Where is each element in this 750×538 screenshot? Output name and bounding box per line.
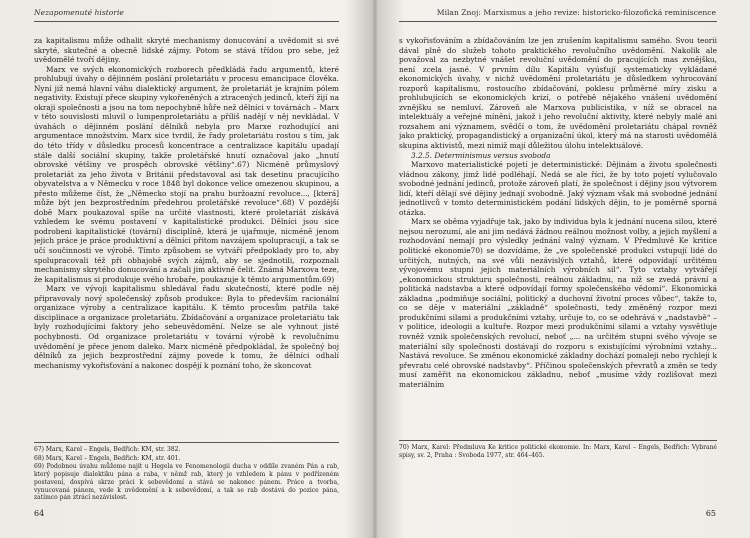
right-paragraph: Marx se oběma vyjadřuje tak, jako by individua byla k jednání nucena silou, které nejsou nerozumí, ale ani jim nedává žádnou reálnou možnost volby, a jejich myšlení a rozhodování nemají pro výsledky jednání valný význam. V Předmluvě Ke kritice politické ekonomie70) se dozvídáme, že „ve společenské produkci vstupují lidé do určitých, nutných, na své vůli nezávislých vztahů, které odpovídají určitému vývojovému stupni jejich materiálních výrobních sil“. Tyto vztahy vytvářejí „ekonomickou strukturu společnosti, reálnou základnu, na níž se zvedá právní a politická nadstavba a které odpovídají formy společenského vědomí“. Ekonomická základna „podmiňuje sociální, politický a duchovní životní proces vůbec“, takže to, co se děje v materiální „základně“ společnosti, tedy změněný rozpor mezi produkčními silami a produkčními vztahy, určuje to, co se odehrává v „nadstavbě“ – v politice, ideologii a kultuře. Rozpor mezi produkčními silami a vztahy vysvětluje rovněž vznik společenských revolucí, neboť „... na určitém stupni svého vývoje se materiální síly společnosti dostávají do rozporu s existujícími výrobními vztahy... Nastává revoluce. Se změnou ekonomické základny dochází pomaleji nebo rychleji k převratu celé obrovské nadstavby“. Příčinou společenských převratů a změn se tedy musí zaměřit na ekonomickou základnu, neboť „musíme vždy rozlišovat mezi materiálním [399, 217, 717, 389]
left-paragraph: Marx ve svých ekonomických rozborech předkládá řadu argumentů, které prohlubují úvahy o dějinném poslání proletariátu v procesu emancipace člověka. Nyní již nemá hlavní váhu dialektický argument, že proletariát je krajním pólem negativity. Existují přece skupiny vykořeněných a ztracených jedinců, kteří žijí na okraji společnosti a jsou na tom nepochybně hůře než dělníci v továrnách – Marx v této souvislosti mluvil o lumpenproletariátu a příliš nadějí v něj nevkládal. V úvahách o dějinném poslání dělníků nebyla pro Marxe rozhodující ani argumentace množstvím. Marx sice tvrdil, že řady proletariátu rostou s tím, jak do této třídy v důsledku procesů koncentrace a centralizace kapitálu upadají stále další sociální skupiny, takže proletářské hnutí označoval jako „hnutí obrovské většiny ve prospěch obrovské většiny“.67) Nicméně průmyslový proletariát za jeho života v Británii představoval asi tak desetinu pracujícího obyvatelstva a v Německu v roce 1848 byl dokonce velice omezenou skupinou, a přesto můžeme číst, že „Německo stojí na prahu buržoazní revoluce..., [která] může být jen bezprostředním předehrou proletářské revoluce“.68) V pozdější době Marx poukazoval spíše na určité vlastnosti, které proletariát získává vzhledem ke svému postavení v kapitalistické produkci. Dělníci jsou sice podrobeni kapitalistické (tovární) disciplíně, která je ujařmuje, nicméně jenom jejich práce je práce produktivní a dělníci přitom navzájem spolupracují, a tak se učí součinnosti ve výrobě. Tímto způsobem se vytváří předpoklady pro to, aby spolupracovali též při obhajobě svých zájmů, aby se sjednotili, rozpoznali mechanismy skrytého donucování a začali jim aktivně čelit. Známá Marxova teze, že kapitalismus si produkuje svého hrobaře, poukazuje k těmto argumentům.69) [34, 64, 339, 284]
right-footnotes [399, 440, 717, 460]
right-header-rule [399, 21, 717, 22]
left-running-head: Nezapomenuté historie [34, 8, 124, 17]
section-heading: 3.2.5. Determinismus versus svoboda [411, 150, 551, 160]
footnote: 68) Marx, Karel – Engels, Bedřich: KM, str. 401. [34, 454, 181, 462]
right-page-number: 65 [705, 509, 716, 518]
left-footnotes [34, 442, 339, 503]
footnote: 67) Marx, Karel – Engels, Bedřich: KM, str. 382. [34, 446, 181, 453]
right-running-head: Milan Znoj: Marxismus a jeho revize: historicko-filozofická reminiscence [436, 8, 716, 17]
footnote: 69) Podobnou úvahu můžeme najít u Hegela ve Fenomenologii ducha v oddíle zvaném Pán a rab, který popisuje dialektiku pána a raba, v němž rab, který je vzhledem k pánu v podřízeném postavení, dospívá skrze práci k sebevědomí a stává se nakonec pánem. Práce a tvorba, vynucovaná pánem, vede k uvědomění a k sebevědomí, a tak se rab dostává do pozice pána, zatímco pán ztrácí nezávislost. [34, 463, 339, 502]
right-paragraph: Marxovo materialistické pojetí je deterministické: Dějinám a životu společnosti vládnou zákony, jimž lidé podléhají. Nedá se ale říci, že by toto pojetí vylučovalo svobodné jednání jedinců, protože zároveň platí, že společnost i dějiny jsou výtvorem lidí, kteří dělají své dějiny jednají svobodně. Jaký význam však má svobodné jednání jednotlivců v tomto deterministickém podání lidských dějin, to je poměrně sporná otázka. [399, 160, 717, 217]
right-page [375, 0, 750, 538]
left-header-rule [34, 21, 339, 22]
left-paragraph: Marx ve vývoji kapitalismu shledával řadu skutečností, které podle něj připravovaly nový společenský způsob produkce: Byla to především racionální organizace výroby a centralizace kapitálu. K těmto procesům patřila také disciplinace a organizace proletariátu. Zbídačování a organizace proletariátu tak byly rozhodujícími faktory jeho sebeuvědomění. Nelze se ale vyhnout jisté pochybnosti. Od organizace proletariátu v tovární výrobě k revolučnímu uvědomění je přece jenom daleko. Marx nicméně předpokládal, že společný boj dělníků za jejich bezprostřední zájmy povede k tomu, že dělníci odhalí mechanismy vykořisťování a nakonec dospějí k poznání toho, že skoncovat [34, 284, 339, 370]
footnote: 70) Marx, Karel: Předmluva Ke kritice politické ekonomie. In: Marx, Karel – Engels, Bedřich: Vybrané spisy, sv. 2, Praha : Svoboda 1977, str. 464–465. [399, 444, 717, 459]
left-page-number: 64 [34, 509, 45, 518]
left-paragraph: za kapitalismu může odhalit skryté mechanismy donucování a uvědomit si své skryté, skutečné a obecně lidské zájmy. Potom se stává třídou pro sebe, jež uvědomělé tvoří dějiny. [34, 36, 339, 65]
left-body-text [34, 36, 339, 438]
right-paragraph: s vykořisťováním a zbídačováním lze jen zrušením kapitalismu samého. Svou teorii dával plně do služeb tohoto praktického revolučního uvědomění. Nakolik ale považoval za nezbytné vnášet revoluční uvědomění do pracujících mas zvnějšku, není zcela jasné. V prvním dílu Kapitálu vyúsťují systematicky vykládané ekonomických úvahy, v nichž uvědomění proletariátu je důsledkem vyhrocování rozporů kapitalismu, rostoucího zbídačování, poklesu průměrné míry zisku a prohlubujících se ekonomických krizí, o potřebě nějakého vnášení uvědomění zvnějšku se nemluví. Zároveň ale Marxova publicistika, v níž se obracel na intelektuály a veřejné mínění, jakož i jeho revoluční aktivity, které nebyly malé ani rozsahem ani významem, svědčí o tom, že uvědomění proletariátu chápal rovněž jako praktický, propagandistický a organizační úkol, který má na starosti uvědomělá skupina aktivistů, mezi nimiž mají důležitou úlohu intelektuálové. [399, 36, 717, 151]
right-body-text [399, 36, 717, 434]
